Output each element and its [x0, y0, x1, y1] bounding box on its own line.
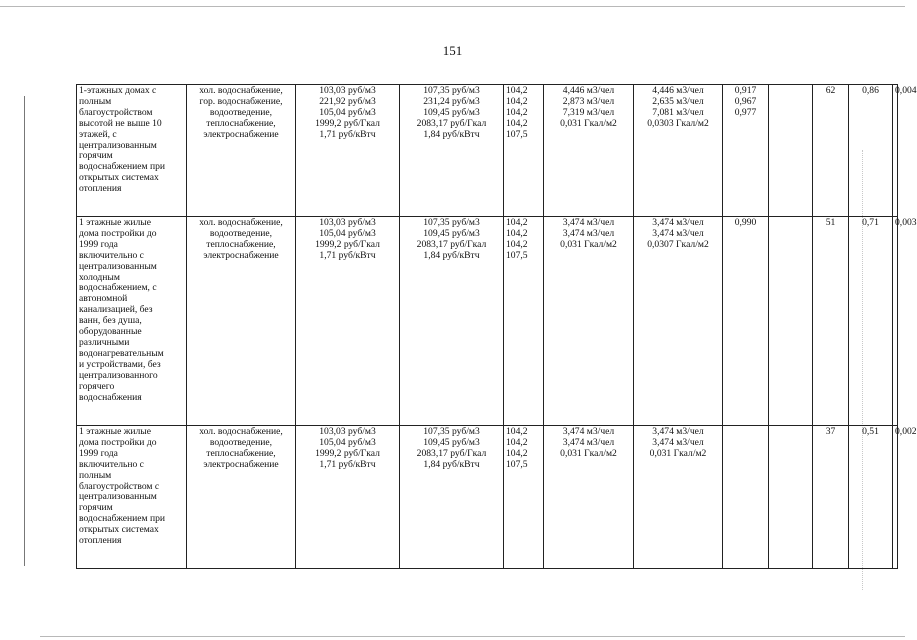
index-cell	[504, 85, 544, 217]
cell-text-line: 104,2	[506, 447, 528, 459]
cell-text-line: 104,2	[506, 426, 528, 437]
cell-text-line: 104,2	[506, 238, 528, 250]
cell-text-line: 2083,17 руб/Гкал	[416, 117, 487, 129]
cell-text-line: 107,5	[506, 458, 528, 470]
coef-cell	[723, 217, 769, 426]
tariff-current-cell	[296, 85, 400, 217]
cell-text-line: водоотведение,	[209, 106, 273, 118]
cell-text-line: различными	[79, 336, 130, 348]
cell-text-line: 0,031 Гкал/м2	[560, 238, 617, 250]
cell-text-line: 107,35 руб/м3	[423, 426, 480, 437]
cell-text-line: благоустройством с	[79, 480, 160, 492]
cell-text-line: 1,71 руб/кВтч	[319, 128, 376, 140]
cell-text-line: водонагревательным	[79, 347, 164, 359]
cell-text-line: гор. водоснабжение,	[199, 95, 283, 107]
cell-text-line: 0,0307 Гкал/м2	[647, 238, 709, 250]
cell-text-line: 104,2	[506, 85, 528, 96]
table-row	[77, 426, 898, 569]
cell-text-line: 2,873 м3/чел	[562, 95, 615, 107]
cell-text-line: отопления	[79, 535, 122, 547]
cell-text: 62	[825, 85, 836, 96]
cell-text-line: 1 этажные жилые	[79, 217, 152, 228]
norm-current-cell	[544, 426, 634, 569]
norm-new-cell	[634, 426, 723, 569]
cell-text-line: 1,84 руб/кВтч	[423, 458, 480, 470]
cell-text-line: открытых системах	[79, 524, 159, 536]
cell-text-line: оборудованные	[79, 326, 142, 338]
cell-text-line: 0,917	[734, 85, 757, 96]
cell-text-line: автономной	[79, 293, 128, 305]
table-body	[77, 85, 917, 569]
cell-text-line: и устройствами, без	[79, 358, 161, 370]
cell-text-line: дома постройки до	[79, 436, 157, 448]
binding-margin-line	[24, 96, 25, 566]
tariff-current-cell	[296, 426, 400, 569]
cell-text-line: хол. водоснабжение,	[199, 85, 283, 96]
cell-text-line: 105,04 руб/м3	[319, 227, 376, 239]
cell-text-line: полным	[79, 469, 112, 481]
cell-text-line: водоснабжением, с	[79, 282, 157, 294]
cell-text-line: 3,474 м3/чел	[652, 436, 704, 448]
services-cell	[187, 426, 296, 569]
cell-text-line: 0,031 Гкал/м2	[649, 447, 707, 459]
cell-text-line: 231,24 руб/м3	[423, 95, 480, 107]
cell-text-line: 109,45 руб/м3	[423, 436, 480, 448]
cell-text-line: горячим	[79, 502, 113, 514]
tariff-current-cell	[296, 217, 400, 426]
cell-text-line: водоотведение,	[209, 436, 273, 448]
coef-cell	[723, 426, 769, 569]
cell-text-line: водоотведение,	[209, 227, 273, 239]
cell-text-line: теплоснабжение,	[206, 447, 276, 459]
cell-text-line: 0,031 Гкал/м2	[560, 447, 617, 459]
cell-text-line: 2083,17 руб/Гкал	[416, 238, 487, 250]
cell-text-line: дома постройки до	[79, 227, 157, 239]
tariff-table	[76, 84, 917, 569]
cell-text-line: 0,967	[734, 95, 757, 107]
cell-text-line: централизованным	[79, 139, 157, 151]
cell-text-line: канализацией, без	[79, 304, 153, 316]
cell-text-line: 1999,2 руб/Гкал	[315, 447, 380, 459]
cell-text: 0,86	[862, 85, 879, 96]
cell-text-line: хол. водоснабжение,	[199, 426, 283, 437]
cell-text-line: 7,319 м3/чел	[562, 106, 615, 118]
norm-current-cell	[544, 217, 634, 426]
cell-text-line: 3,474 м3/чел	[562, 426, 615, 437]
cell-text-line: 2083,17 руб/Гкал	[416, 447, 487, 459]
cell-text-line: 3,474 м3/чел	[652, 426, 704, 437]
share-cell	[849, 85, 893, 217]
cell-text-line: 0,990	[734, 217, 757, 228]
count-cell	[813, 426, 849, 569]
cell-text-line: 104,2	[506, 227, 528, 239]
norm-new-cell	[634, 85, 723, 217]
cell-text: 0,51	[862, 426, 879, 437]
cell-text: 51	[825, 217, 836, 228]
cell-text-line: 3,474 м3/чел	[562, 436, 615, 448]
empty-cell	[769, 85, 813, 217]
cell-text: 37	[825, 426, 836, 437]
norm-new-cell	[634, 217, 723, 426]
cell-text-line: 107,35 руб/м3	[423, 85, 480, 96]
cell-text-line: 1 этажные жилые	[79, 426, 152, 437]
cell-text-line: 3,474 м3/чел	[562, 217, 615, 228]
cell-text-line: 3,474 м3/чел	[562, 227, 615, 239]
scan-artifact-bottom	[40, 636, 905, 637]
cell-text-line: хол. водоснабжение,	[199, 217, 283, 228]
index-cell	[504, 217, 544, 426]
cell-text-line: 104,2	[506, 436, 528, 448]
share2-cell: 0,003	[893, 217, 898, 426]
cell-text-line: 107,5	[506, 128, 528, 140]
cell-text-line: 103,03 руб/м3	[319, 426, 376, 437]
cell-text-line: 0,0303 Гкал/м2	[647, 117, 709, 129]
cell-text-line: электроснабжение	[203, 128, 279, 140]
category-cell	[77, 426, 187, 569]
cell-text-line: централизованным	[79, 491, 157, 503]
cell-text-line: 109,45 руб/м3	[423, 227, 480, 239]
cell-text-line: горячего	[79, 380, 115, 392]
cell-text-line: 4,446 м3/чел	[652, 85, 704, 96]
table-row	[77, 217, 898, 426]
cell-text-line: централизованного	[79, 369, 158, 381]
cell-text-line: 1999,2 руб/Гкал	[315, 238, 380, 250]
cell-text-line: высотой не выше 10	[79, 117, 162, 129]
cell-text-line: ванн, без душа,	[79, 315, 142, 327]
cell-text-line: отопления	[79, 183, 122, 195]
cell-text-line: 107,35 руб/м3	[423, 217, 480, 228]
cell-text-line: 0,977	[734, 106, 757, 118]
cell-text-line: 105,04 руб/м3	[319, 106, 376, 118]
cell-text-line: 3,474 м3/чел	[652, 227, 704, 239]
empty-cell	[769, 426, 813, 569]
cell-text-line: 104,2	[506, 95, 528, 107]
services-cell	[187, 85, 296, 217]
empty-cell	[769, 217, 813, 426]
cell-text-line: 103,03 руб/м3	[319, 217, 376, 228]
cell-text-line: 1-этажных домах с	[79, 85, 157, 96]
cell-text-line: 1,84 руб/кВтч	[423, 128, 480, 140]
cell-text-line: 1,71 руб/кВтч	[319, 458, 376, 470]
cell-text-line: горячим	[79, 150, 113, 162]
cell-text-line: полным	[79, 95, 112, 107]
cell-text-line: 104,2	[506, 217, 528, 228]
cell-text-line: 2,635 м3/чел	[652, 95, 704, 107]
cell-text-line: 104,2	[506, 106, 528, 118]
cell-text-line: 1,71 руб/кВтч	[319, 249, 376, 261]
cell-text-line: 104,2	[506, 117, 528, 129]
cell-text-line: электроснабжение	[203, 458, 279, 470]
cell-text-line: теплоснабжение,	[206, 117, 276, 129]
category-cell	[77, 217, 187, 426]
tariff-new-cell	[400, 426, 504, 569]
count-cell	[813, 85, 849, 217]
cell-text-line: водоснабжением при	[79, 161, 166, 173]
share2-cell: 0,002	[893, 426, 898, 569]
page-number: 151	[442, 43, 463, 58]
cell-text-line: теплоснабжение,	[206, 238, 276, 250]
scan-artifact-top	[0, 6, 905, 7]
cell-text-line: этажей, с	[79, 128, 117, 140]
category-cell	[77, 85, 187, 217]
cell-text-line: водоснабжением при	[79, 513, 166, 525]
cell-text-line: 221,92 руб/м3	[319, 95, 376, 107]
coef-cell	[723, 85, 769, 217]
count-cell	[813, 217, 849, 426]
cell-text-line: включительно с	[79, 458, 144, 470]
cell-text-line: 7,081 м3/чел	[652, 106, 704, 118]
share-cell	[849, 426, 893, 569]
share2-cell: 0,004	[893, 85, 898, 217]
cell-text-line: 107,5	[506, 249, 528, 261]
cell-text-line: 1999 года	[79, 447, 118, 459]
cell-text-line: 105,04 руб/м3	[319, 436, 376, 448]
cell-text-line: 109,45 руб/м3	[423, 106, 480, 118]
cell-text-line: 1999 года	[79, 238, 118, 250]
cell-text-line: 1999,2 руб/Гкал	[315, 117, 380, 129]
cell-text-line: 3,474 м3/чел	[652, 217, 704, 228]
cell-text-line: открытых системах	[79, 172, 159, 184]
tariff-new-cell	[400, 85, 504, 217]
cell-text-line: 103,03 руб/м3	[319, 85, 376, 96]
cell-text-line: водоснабжения	[79, 391, 142, 403]
table-row	[77, 85, 898, 217]
services-cell	[187, 217, 296, 426]
cell-text-line: 1,84 руб/кВтч	[423, 249, 480, 261]
norm-current-cell	[544, 85, 634, 217]
share-cell	[849, 217, 893, 426]
cell-text-line: включительно с	[79, 249, 144, 261]
tariff-new-cell	[400, 217, 504, 426]
cell-text-line: холодным	[79, 271, 120, 283]
cell-text: 0,71	[862, 217, 879, 228]
cell-text-line: 0,031 Гкал/м2	[560, 117, 617, 129]
cell-text-line: 4,446 м3/чел	[562, 85, 615, 96]
cell-text-line: централизованным	[79, 260, 157, 272]
cell-text-line: благоустройством	[79, 106, 153, 118]
cell-text-line: электроснабжение	[203, 249, 279, 261]
index-cell	[504, 426, 544, 569]
